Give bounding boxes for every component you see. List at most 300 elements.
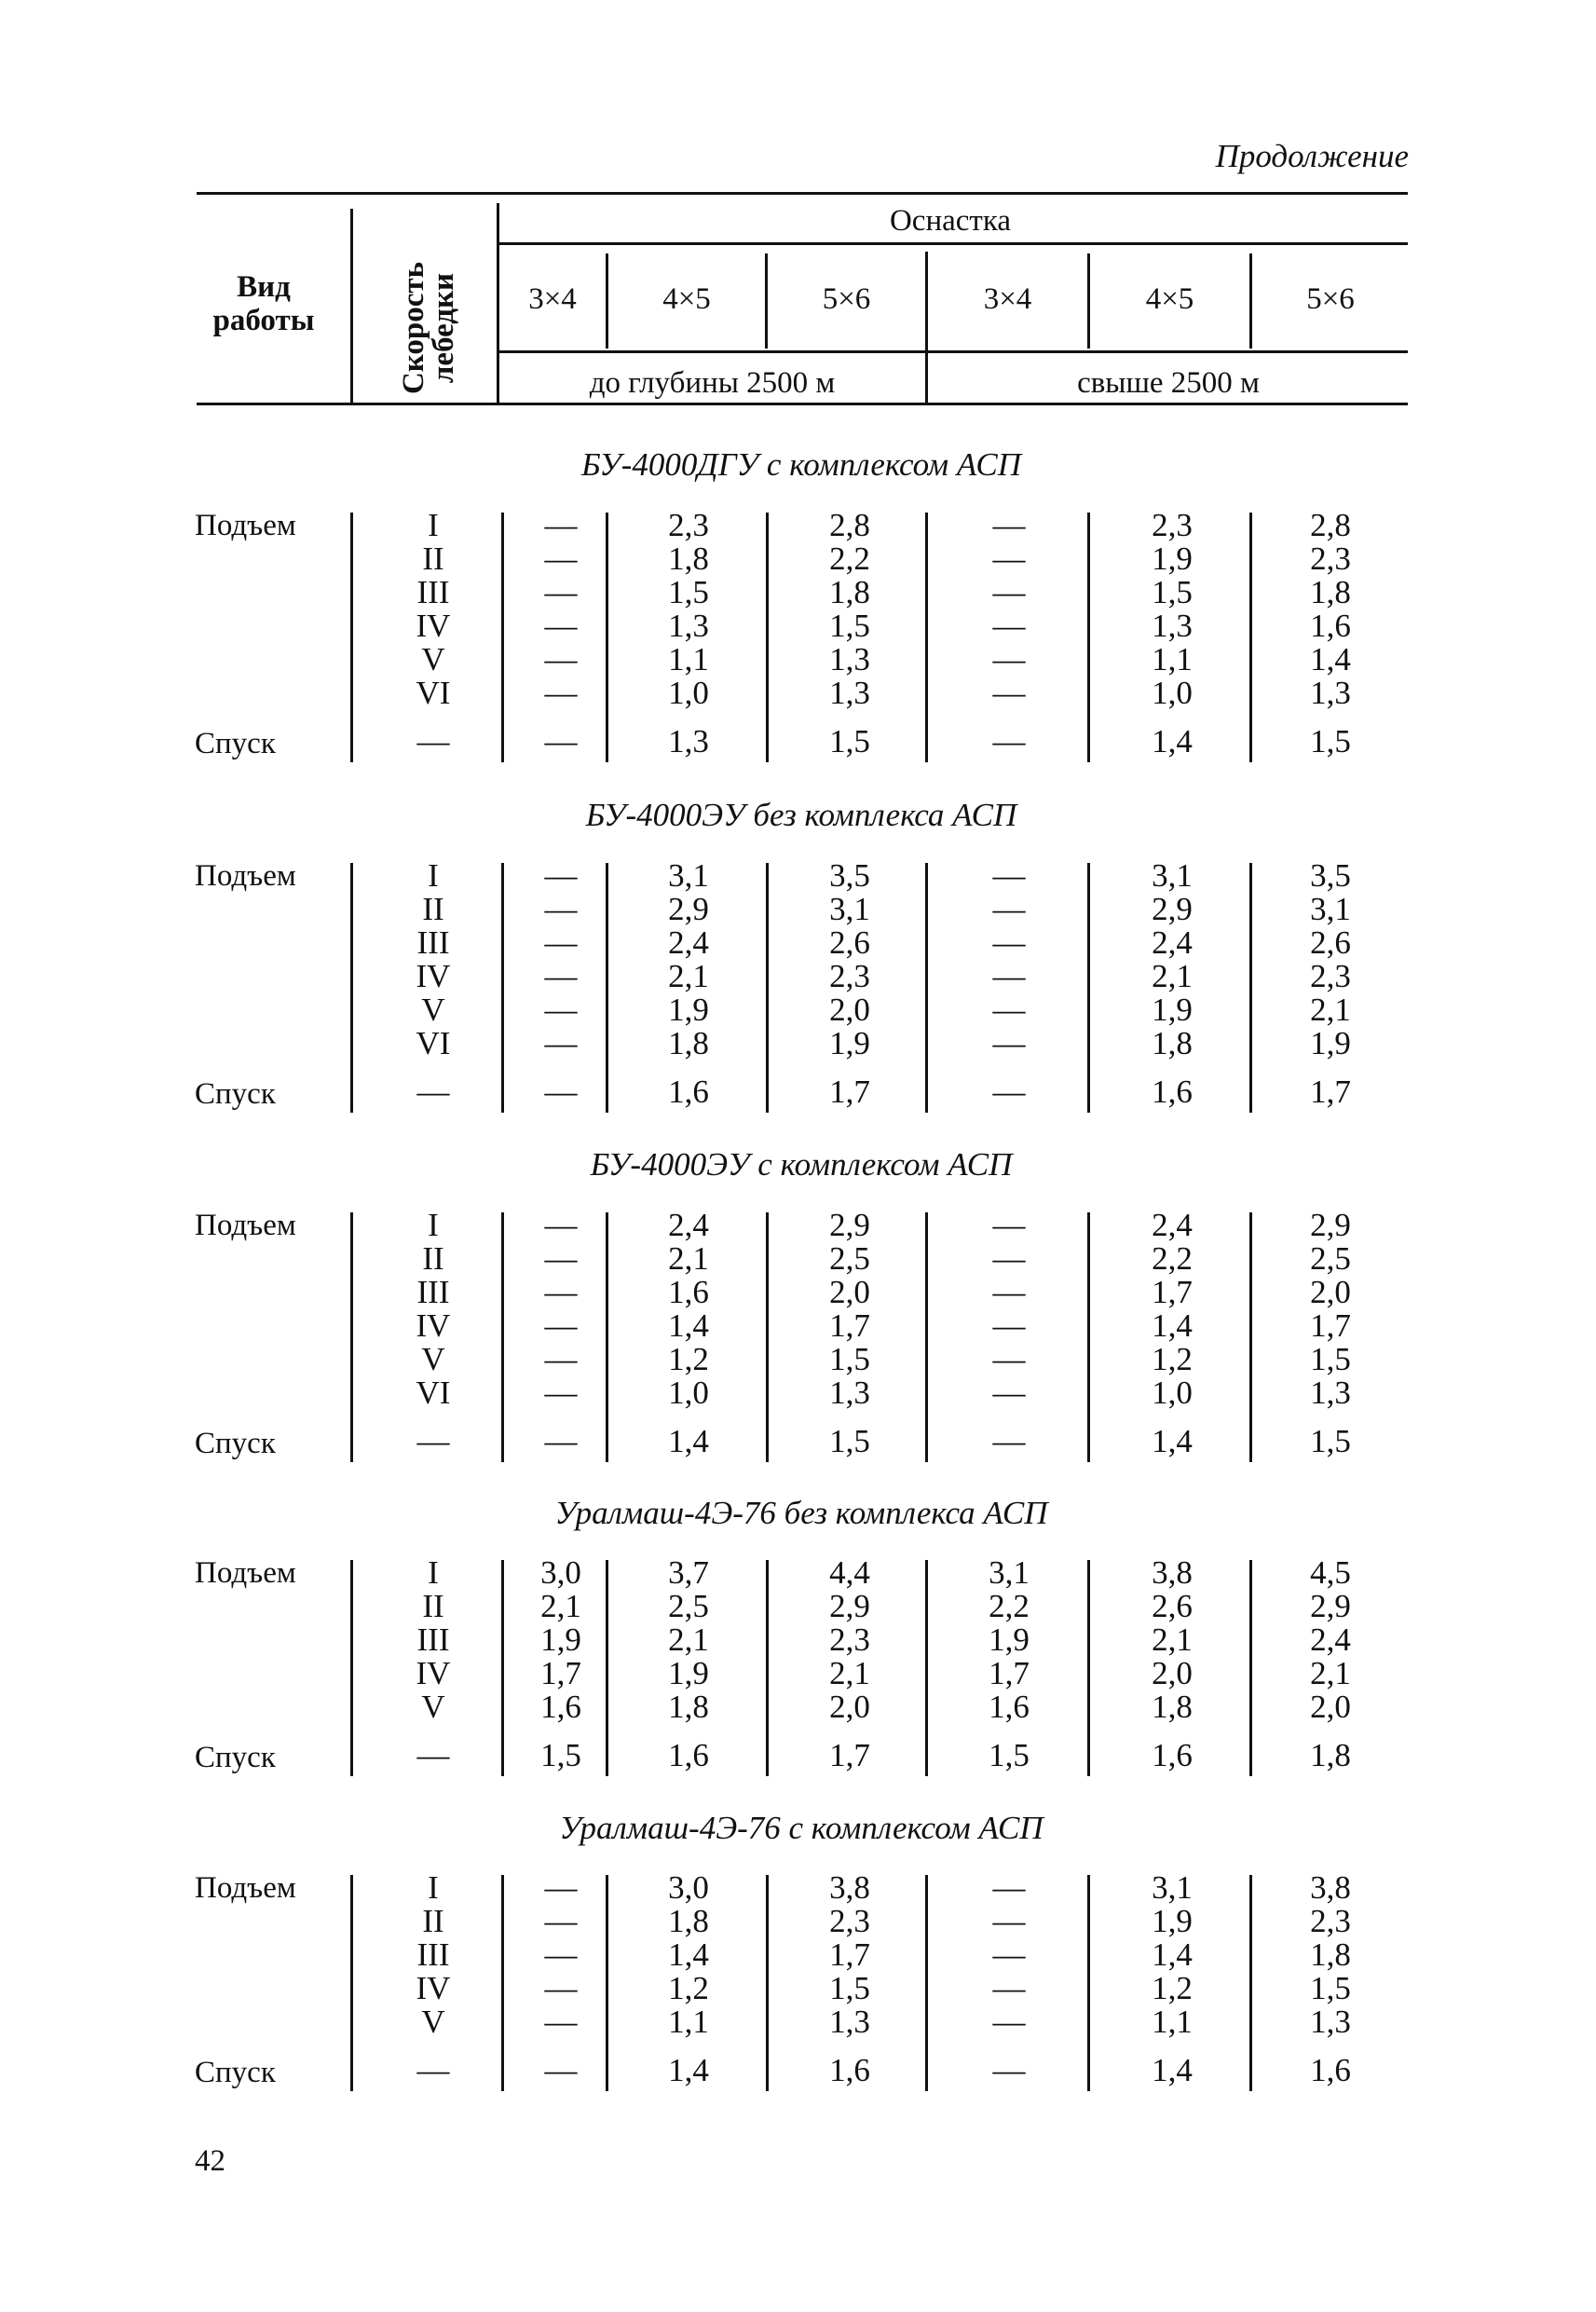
descent-cell: 1,7 (829, 1074, 870, 1110)
value-cell: 2,1 (1152, 958, 1193, 994)
speed-cell: III (416, 1936, 450, 1973)
value-cell: 1,7 (989, 1655, 1030, 1691)
value-cell: 1,9 (540, 1621, 581, 1658)
value-cell: 1,8 (1310, 1936, 1351, 1973)
column-separator (1087, 1560, 1090, 1776)
value-cell: 2,6 (829, 924, 870, 961)
value-cell: 2,1 (540, 1588, 581, 1624)
value-cell: 1,8 (1152, 1025, 1193, 1061)
column-separator (925, 1875, 928, 2091)
value-cell: 1,3 (1310, 1375, 1351, 1411)
value-column-1 (510, 859, 612, 1060)
value-cell: 2,0 (1310, 1689, 1351, 1725)
value-cell: 2,3 (1310, 1903, 1351, 1939)
value-cell: — (544, 1970, 578, 2006)
descent-cell: 1,7 (1310, 1074, 1351, 1110)
value-cell: — (544, 675, 578, 711)
speed-cell: IV (416, 1970, 451, 2006)
value-column-5 (1121, 1871, 1223, 2039)
speed-cell: III (416, 574, 450, 610)
value-cell: — (544, 958, 578, 994)
value-cell: 3,5 (829, 857, 870, 894)
speed-cell: V (421, 1341, 445, 1377)
descent-cell: — (416, 1423, 450, 1459)
speed-cell: I (428, 1207, 439, 1243)
column-separator (501, 513, 504, 762)
value-cell: 1,9 (1152, 540, 1193, 577)
descent-cell: 1,6 (1152, 1074, 1193, 1110)
column-separator (925, 1212, 928, 1462)
column-separator (766, 1560, 769, 1776)
section-title: БУ-4000ЭУ с комплексом АСП (590, 1146, 1013, 1183)
value-cell: 3,7 (668, 1554, 709, 1591)
value-cell: 2,9 (1310, 1588, 1351, 1624)
value-cell: 1,5 (829, 1970, 870, 2006)
value-cell: 1,5 (1310, 1341, 1351, 1377)
descent-cell: — (544, 1423, 578, 1459)
value-cell: 2,0 (1310, 1274, 1351, 1310)
value-cell: 1,0 (668, 675, 709, 711)
speed-cell: I (428, 857, 439, 894)
value-cell: 2,9 (1310, 1207, 1351, 1243)
value-cell: 3,1 (668, 857, 709, 894)
value-cell: 2,1 (1152, 1621, 1193, 1658)
header-sep-1 (350, 209, 353, 403)
speed-cell: I (428, 1869, 439, 1906)
descent-cell: — (416, 1737, 450, 1773)
lift-label: Подъем (195, 1556, 296, 1590)
section-title: БУ-4000ДГУ с комплексом АСП (580, 446, 1021, 483)
value-cell: 1,6 (989, 1689, 1030, 1725)
value-cell: — (992, 540, 1026, 577)
value-cell: 1,8 (668, 1025, 709, 1061)
rig-col-5: 4×5 (1145, 282, 1194, 316)
value-column-3 (798, 509, 901, 710)
value-cell: 2,5 (1310, 1240, 1351, 1277)
rig-col-2: 4×5 (662, 282, 711, 316)
value-cell: — (544, 1307, 578, 1344)
header-top-rule (197, 192, 1408, 195)
column-separator (501, 863, 504, 1113)
value-column-6 (1279, 1209, 1382, 1410)
descent-label: Спуск (195, 727, 276, 760)
descent-cell: 1,5 (829, 723, 870, 759)
descent-cell: 1,5 (989, 1737, 1030, 1773)
value-cell: — (544, 1025, 578, 1061)
value-column-5 (1121, 509, 1223, 710)
value-cell: 3,8 (829, 1869, 870, 1906)
value-cell: 2,0 (829, 1274, 870, 1310)
value-cell: 2,0 (829, 992, 870, 1028)
descent-cell: 1,3 (668, 723, 709, 759)
value-column-1 (510, 1556, 612, 1724)
depth-group-2: свыше 2500 м (1077, 366, 1260, 400)
descent-label: Спуск (195, 2056, 276, 2089)
value-column-6 (1279, 1556, 1382, 1724)
speed-cell: I (428, 507, 439, 543)
descent-cell: — (416, 2052, 450, 2088)
value-cell: — (992, 574, 1026, 610)
value-cell: 1,3 (1152, 608, 1193, 644)
value-cell: 1,8 (668, 1903, 709, 1939)
value-cell: 2,0 (829, 1689, 870, 1725)
value-cell: 1,8 (668, 540, 709, 577)
value-cell: 3,8 (1152, 1554, 1193, 1591)
value-column-1 (510, 509, 612, 710)
value-cell: 1,3 (829, 1375, 870, 1411)
page-number: 42 (195, 2144, 225, 2178)
value-column-2 (637, 1556, 740, 1724)
value-cell: 1,3 (829, 641, 870, 677)
descent-cell: — (544, 1074, 578, 1110)
value-cell: 1,9 (668, 1655, 709, 1691)
value-cell: 3,5 (1310, 857, 1351, 894)
value-cell: 2,4 (668, 924, 709, 961)
continuation-label: Продолжение (1215, 138, 1409, 174)
value-cell: 1,9 (1152, 1903, 1193, 1939)
column-separator (501, 1560, 504, 1776)
value-cell: 1,6 (668, 1274, 709, 1310)
value-cell: 1,9 (668, 992, 709, 1028)
value-cell: 2,3 (829, 958, 870, 994)
value-cell: 2,3 (1152, 507, 1193, 543)
value-cell: — (992, 891, 1026, 927)
value-cell: 2,9 (829, 1588, 870, 1624)
value-cell: 2,0 (1152, 1655, 1193, 1691)
speed-cell: VI (416, 1375, 451, 1411)
value-cell: 1,3 (668, 608, 709, 644)
value-cell: 2,2 (989, 1588, 1030, 1624)
column-separator (1087, 513, 1090, 762)
value-cell: 4,4 (829, 1554, 870, 1591)
value-cell: 2,1 (1310, 992, 1351, 1028)
lift-label: Подъем (195, 509, 296, 542)
speed-header: Скорость лебедки (397, 261, 460, 395)
value-cell: — (992, 507, 1026, 543)
rig-col-4: 3×4 (983, 282, 1032, 316)
value-cell: 1,9 (1310, 1025, 1351, 1061)
depth-group-1: до глубины 2500 м (589, 366, 836, 400)
value-column-4 (958, 1871, 1060, 2039)
value-cell: — (544, 924, 578, 961)
column-separator (1087, 1875, 1090, 2091)
column-separator (350, 863, 353, 1113)
value-column-2 (637, 1209, 740, 1410)
speed-cell: V (421, 1689, 445, 1725)
value-cell: — (992, 641, 1026, 677)
value-column-1 (510, 1871, 612, 2039)
speed-cell: III (416, 1621, 450, 1658)
section-title: Уралмаш-4Э-76 с комплексом АСП (559, 1810, 1044, 1846)
value-cell: 2,3 (668, 507, 709, 543)
value-cell: 2,6 (1310, 924, 1351, 961)
value-cell: 1,6 (540, 1689, 581, 1725)
value-column-3 (798, 1871, 901, 2039)
descent-cell: — (992, 2052, 1026, 2088)
value-cell: 1,2 (668, 1341, 709, 1377)
value-column-4 (958, 509, 1060, 710)
value-cell: 1,9 (989, 1621, 1030, 1658)
value-cell: 1,2 (1152, 1970, 1193, 2006)
value-cell: 2,5 (829, 1240, 870, 1277)
speed-cell: II (422, 891, 444, 927)
value-column-4 (958, 1209, 1060, 1410)
column-separator (1249, 863, 1252, 1113)
section-title: БУ-4000ЭУ без комплекса АСП (585, 797, 1017, 833)
value-cell: — (544, 1207, 578, 1243)
descent-cell: 1,6 (668, 1737, 709, 1773)
value-column-5 (1121, 1556, 1223, 1724)
value-cell: 2,4 (1310, 1621, 1351, 1658)
column-separator (925, 1560, 928, 1776)
lift-label: Подъем (195, 1209, 296, 1242)
descent-cell: 1,5 (829, 1423, 870, 1459)
descent-cell: — (416, 1074, 450, 1110)
descent-label: Спуск (195, 1741, 276, 1774)
value-cell: 2,9 (668, 891, 709, 927)
value-column-1 (510, 1209, 612, 1410)
value-cell: — (992, 1903, 1026, 1939)
value-cell: 1,8 (668, 1689, 709, 1725)
speed-cell: III (416, 1274, 450, 1310)
descent-cell: 1,6 (1310, 2052, 1351, 2088)
column-separator (1249, 1212, 1252, 1462)
value-cell: — (992, 1970, 1026, 2006)
value-cell: — (544, 574, 578, 610)
section-title: Уралмаш-4Э-76 без комплекса АСП (554, 1495, 1048, 1531)
value-cell: 1,4 (1152, 1936, 1193, 1973)
value-cell: 1,8 (829, 574, 870, 610)
value-cell: 2,4 (1152, 924, 1193, 961)
speed-cell: I (428, 1554, 439, 1591)
value-cell: — (992, 2004, 1026, 2040)
value-cell: 2,1 (668, 1621, 709, 1658)
value-cell: — (544, 608, 578, 644)
value-cell: 2,3 (829, 1621, 870, 1658)
value-cell: 1,3 (829, 675, 870, 711)
value-cell: 3,0 (668, 1869, 709, 1906)
value-cell: — (992, 1375, 1026, 1411)
value-cell: — (992, 992, 1026, 1028)
header-bottom-rule (197, 403, 1408, 405)
value-cell: 2,9 (829, 1207, 870, 1243)
speed-cell: II (422, 1240, 444, 1277)
value-cell: — (992, 1869, 1026, 1906)
speed-cell: II (422, 540, 444, 577)
column-separator (350, 1875, 353, 2091)
value-cell: 2,9 (1152, 891, 1193, 927)
value-cell: 1,5 (829, 608, 870, 644)
value-cell: 1,3 (1310, 2004, 1351, 2040)
value-cell: 1,1 (1152, 2004, 1193, 2040)
value-cell: 1,8 (1152, 1689, 1193, 1725)
value-cell: 2,3 (829, 1903, 870, 1939)
speed-cell: III (416, 924, 450, 961)
depth-divider-rule (498, 350, 1408, 353)
value-cell: 3,8 (1310, 1869, 1351, 1906)
value-cell: 1,7 (829, 1307, 870, 1344)
lift-label: Подъем (195, 1871, 296, 1905)
value-cell: 3,1 (829, 891, 870, 927)
value-cell: — (992, 1274, 1026, 1310)
speed-cell: V (421, 2004, 445, 2040)
value-cell: 1,5 (829, 1341, 870, 1377)
descent-cell: 1,5 (1310, 1423, 1351, 1459)
value-cell: 3,1 (1310, 891, 1351, 927)
speed-cell: IV (416, 1655, 451, 1691)
value-cell: 1,5 (668, 574, 709, 610)
column-separator (350, 1212, 353, 1462)
value-column-6 (1279, 509, 1382, 710)
descent-cell: — (992, 1074, 1026, 1110)
value-cell: 1,3 (829, 2004, 870, 2040)
value-cell: 1,7 (1310, 1307, 1351, 1344)
value-cell: 1,2 (1152, 1341, 1193, 1377)
value-cell: 1,4 (668, 1307, 709, 1344)
value-cell: 1,9 (1152, 992, 1193, 1028)
speed-column (401, 1209, 466, 1410)
value-cell: — (992, 958, 1026, 994)
value-cell: 2,2 (1152, 1240, 1193, 1277)
descent-label: Спуск (195, 1077, 276, 1111)
column-separator (766, 1875, 769, 2091)
rigging-header: Оснастка (889, 204, 1012, 238)
value-cell: 2,8 (829, 507, 870, 543)
value-cell: — (544, 641, 578, 677)
value-cell: 2,1 (829, 1655, 870, 1691)
value-cell: — (544, 1869, 578, 1906)
value-cell: 2,1 (668, 958, 709, 994)
value-cell: — (544, 857, 578, 894)
value-cell: 2,3 (1310, 958, 1351, 994)
value-column-2 (637, 509, 740, 710)
column-separator (925, 513, 928, 762)
column-separator (1087, 863, 1090, 1113)
column-separator (766, 513, 769, 762)
column-separator (350, 513, 353, 762)
value-cell: 2,4 (1152, 1207, 1193, 1243)
value-cell: 1,5 (1152, 574, 1193, 610)
value-cell: 2,1 (1310, 1655, 1351, 1691)
value-cell: 3,1 (1152, 1869, 1193, 1906)
speed-column (401, 509, 466, 710)
lift-label: Подъем (195, 859, 296, 893)
value-cell: 1,4 (1152, 1307, 1193, 1344)
descent-cell: — (416, 723, 450, 759)
value-column-6 (1279, 859, 1382, 1060)
value-cell: — (544, 1341, 578, 1377)
speed-cell: IV (416, 608, 451, 644)
value-column-5 (1121, 1209, 1223, 1410)
value-cell: 1,8 (1310, 574, 1351, 610)
speed-column (401, 859, 466, 1060)
value-cell: 3,0 (540, 1554, 581, 1591)
speed-cell: IV (416, 958, 451, 994)
value-column-5 (1121, 859, 1223, 1060)
value-cell: 1,4 (668, 1936, 709, 1973)
value-cell: — (544, 1375, 578, 1411)
value-cell: 1,6 (1310, 608, 1351, 644)
value-cell: 1,4 (1310, 641, 1351, 677)
descent-cell: 1,6 (1152, 1737, 1193, 1773)
descent-cell: 1,6 (829, 2052, 870, 2088)
value-cell: 3,1 (1152, 857, 1193, 894)
value-cell: — (992, 608, 1026, 644)
column-separator (925, 863, 928, 1113)
descent-cell: 1,4 (1152, 2052, 1193, 2088)
column-separator (766, 1212, 769, 1462)
value-column-4 (958, 859, 1060, 1060)
speed-column (401, 1871, 466, 2039)
descent-cell: 1,5 (540, 1737, 581, 1773)
descent-cell: — (992, 1423, 1026, 1459)
value-cell: — (992, 1307, 1026, 1344)
value-cell: 1,2 (668, 1970, 709, 2006)
value-column-6 (1279, 1871, 1382, 2039)
value-cell: — (992, 1240, 1026, 1277)
value-cell: — (544, 1903, 578, 1939)
value-column-4 (958, 1556, 1060, 1724)
speed-column (401, 1556, 466, 1724)
value-cell: — (544, 1274, 578, 1310)
descent-cell: 1,4 (1152, 1423, 1193, 1459)
descent-cell: — (992, 723, 1026, 759)
speed-cell: VI (416, 675, 451, 711)
descent-label: Спуск (195, 1427, 276, 1460)
value-cell: — (992, 675, 1026, 711)
value-cell: — (544, 1936, 578, 1973)
descent-cell: — (544, 2052, 578, 2088)
speed-cell: II (422, 1588, 444, 1624)
value-cell: 1,1 (1152, 641, 1193, 677)
rig-col-3: 5×6 (822, 282, 871, 316)
speed-cell: VI (416, 1025, 451, 1061)
column-separator (766, 863, 769, 1113)
speed-cell: II (422, 1903, 444, 1939)
value-column-3 (798, 1556, 901, 1724)
value-cell: 3,1 (989, 1554, 1030, 1591)
value-cell: — (992, 1207, 1026, 1243)
value-cell: 2,3 (1310, 540, 1351, 577)
descent-cell: 1,6 (668, 1074, 709, 1110)
value-column-2 (637, 859, 740, 1060)
value-cell: — (544, 992, 578, 1028)
column-separator (1249, 1875, 1252, 2091)
value-cell: 1,1 (668, 641, 709, 677)
value-cell: 2,4 (668, 1207, 709, 1243)
value-cell: 2,6 (1152, 1588, 1193, 1624)
value-cell: 1,3 (1310, 675, 1351, 711)
speed-cell: V (421, 641, 445, 677)
value-cell: 2,8 (1310, 507, 1351, 543)
value-cell: — (992, 924, 1026, 961)
value-cell: 2,5 (668, 1588, 709, 1624)
value-cell: 2,1 (668, 1240, 709, 1277)
column-separator (1249, 1560, 1252, 1776)
descent-cell: — (544, 723, 578, 759)
value-cell: — (544, 540, 578, 577)
rig-col-6: 5×6 (1306, 282, 1355, 316)
value-cell: 1,7 (829, 1936, 870, 1973)
descent-cell: 1,4 (1152, 723, 1193, 759)
value-cell: 1,0 (1152, 675, 1193, 711)
value-cell: — (544, 507, 578, 543)
column-separator (501, 1212, 504, 1462)
descent-cell: 1,8 (1310, 1737, 1351, 1773)
column-separator (1087, 1212, 1090, 1462)
speed-cell: V (421, 992, 445, 1028)
column-separator (501, 1875, 504, 2091)
